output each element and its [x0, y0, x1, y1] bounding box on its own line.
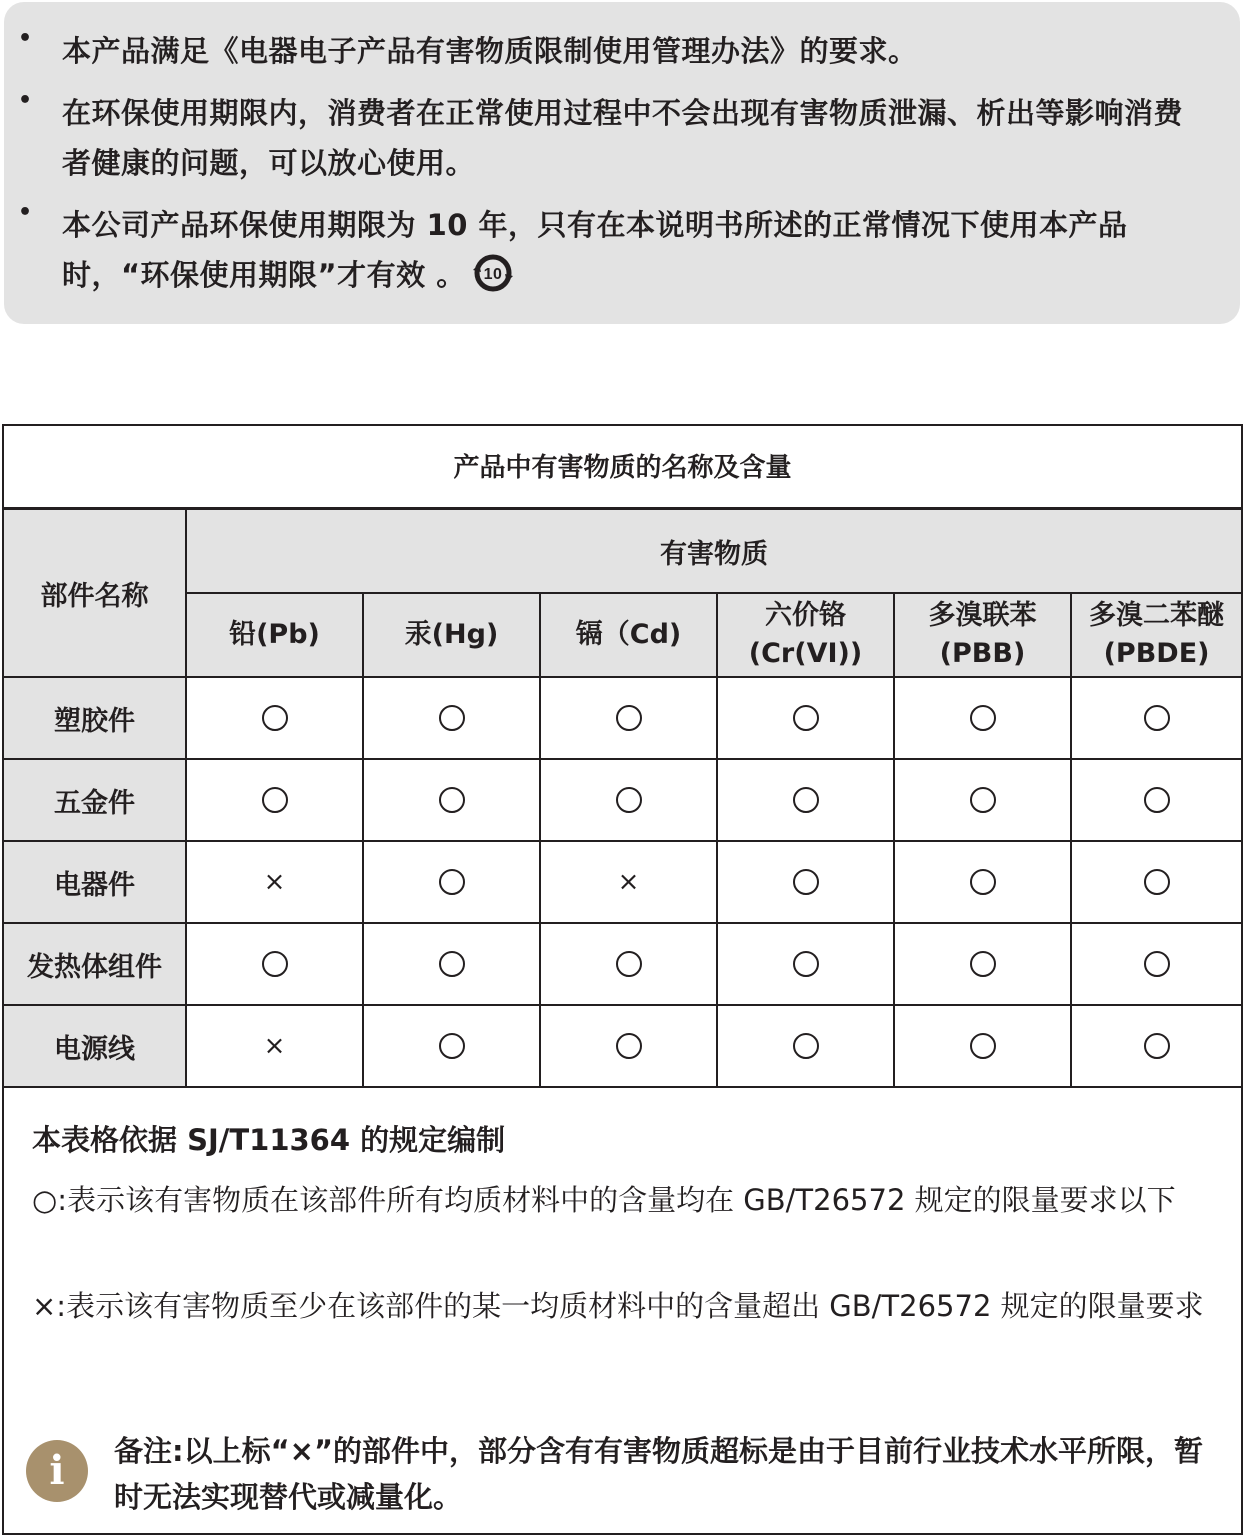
part-name-header: 部件名称 [4, 510, 186, 677]
circle-mark-icon [970, 1033, 996, 1059]
circle-mark-icon [616, 705, 642, 731]
circle-mark-icon [616, 787, 642, 813]
circle-mark-icon [262, 951, 288, 977]
substance-cell [186, 923, 363, 1005]
substance-cell [363, 923, 540, 1005]
substance-symbol: (PBDE) [1103, 638, 1210, 669]
substance-cell [1071, 923, 1241, 1005]
substance-header [540, 593, 717, 677]
circle-mark-icon [616, 951, 642, 977]
part-name: 电器件 [4, 841, 186, 923]
circle-mark-icon [439, 705, 465, 731]
substance-header [894, 593, 1071, 677]
substance-cell [363, 1005, 540, 1087]
part-name: 塑胶件 [4, 677, 186, 759]
substance-symbol: (Cr(VI)) [748, 638, 863, 669]
substance-cell [363, 759, 540, 841]
cross-mark: × [263, 1031, 286, 1061]
substance-cell [717, 677, 894, 759]
substance-cell [186, 759, 363, 841]
substance-cell [186, 1005, 363, 1087]
bullet-text [62, 200, 1212, 300]
epup-icon-label: 10 [483, 266, 503, 283]
remark-text: 备注:以上标“×”的部件中，部分含有有害物质超标是由于目前行业技术水平所限，暂时无法实现替代或减量化。 [114, 1434, 1204, 1514]
substance-name: 多溴二苯醚 [1089, 600, 1225, 631]
bullet-text: 在环保使用期限内，消费者在正常使用过程中不会出现有害物质泄漏、析出等影响消费者健康的问题，可以放心使用。 [62, 96, 1184, 180]
substance-table [4, 510, 1241, 1088]
circle-mark-icon [970, 705, 996, 731]
substance-cell [540, 677, 717, 759]
substance-symbol: (PBB) [939, 638, 1026, 669]
substance-cell [540, 1005, 717, 1087]
bullet-dot: • [18, 88, 33, 113]
substance-cell [717, 923, 894, 1005]
circle-mark-icon [1144, 787, 1170, 813]
part-name: 五金件 [4, 759, 186, 841]
hazardous-substance-table-frame [2, 424, 1243, 1535]
circle-mark-icon [1144, 951, 1170, 977]
substance-cell [894, 841, 1071, 923]
circle-mark-icon [793, 705, 819, 731]
bullet-text: 本产品满足《电器电子产品有害物质限制使用管理办法》的要求。 [62, 34, 918, 68]
substance-cell [540, 841, 717, 923]
circle-note: ○:表示该有害物质在该部件所有均质材料中的含量均在 GB/T26572 规定的限量要求以下 [32, 1183, 1176, 1217]
circle-mark-icon [1144, 705, 1170, 731]
substance-cell [363, 841, 540, 923]
substance-cell [186, 841, 363, 923]
circle-mark-icon [616, 1033, 642, 1059]
substance-cell [186, 677, 363, 759]
bullet-dot: • [18, 200, 33, 225]
substance-header [186, 593, 363, 677]
substance-cell [540, 759, 717, 841]
substance-cell [894, 759, 1071, 841]
table-title: 产品中有害物质的名称及含量 [4, 426, 1241, 510]
epup-10-icon [470, 250, 516, 296]
substance-cell [363, 677, 540, 759]
cross-note: ×:表示该有害物质至少在该部件的某一均质材料中的含量超出 GB/T26572 规定的限量要求 [32, 1289, 1204, 1323]
circle-mark-icon [970, 951, 996, 977]
bullet-dot: • [18, 26, 33, 51]
substance-header [717, 593, 894, 677]
hazardous-substance-header: 有害物质 [186, 510, 1241, 593]
info-box [4, 2, 1240, 324]
substance-cell [1071, 841, 1241, 923]
table-row [4, 841, 1241, 923]
substance-cell [717, 759, 894, 841]
substance-cell [894, 923, 1071, 1005]
substance-name: 多溴联苯 [928, 600, 1037, 631]
circle-mark-icon [439, 869, 465, 895]
circle-mark-icon [439, 1033, 465, 1059]
circle-mark-icon [439, 951, 465, 977]
table-row [4, 759, 1241, 841]
circle-mark-icon [970, 869, 996, 895]
circle-mark-icon [262, 787, 288, 813]
substance-cell [1071, 677, 1241, 759]
substance-header [1071, 593, 1241, 677]
substance-name: 镉（Cd) [575, 619, 682, 650]
table-row [4, 677, 1241, 759]
circle-mark-icon [793, 951, 819, 977]
circle-mark-icon [1144, 869, 1170, 895]
circle-mark-icon [262, 705, 288, 731]
circle-mark-icon [793, 1033, 819, 1059]
table-row [4, 923, 1241, 1005]
info-icon: i [26, 1440, 88, 1502]
table-row [4, 1005, 1241, 1087]
circle-mark-icon [793, 869, 819, 895]
circle-mark-icon [439, 787, 465, 813]
cross-mark: × [263, 867, 286, 897]
substance-cell [894, 1005, 1071, 1087]
circle-mark-icon [1144, 1033, 1170, 1059]
bullet-text-content: 本公司产品环保使用期限为 10 年，只有在本说明书所述的正常情况下使用本产品时，“环保使用期限”才有效 。 [62, 208, 1128, 292]
part-name: 电源线 [4, 1005, 186, 1087]
remark [26, 1428, 1226, 1518]
circle-mark-icon [970, 787, 996, 813]
substance-cell [1071, 1005, 1241, 1087]
substance-cell [1071, 759, 1241, 841]
substance-cell [894, 677, 1071, 759]
part-name: 发热体组件 [4, 923, 186, 1005]
substance-cell [717, 1005, 894, 1087]
substance-name: 六价铬 [765, 600, 846, 631]
substance-header [363, 593, 540, 677]
cross-mark: × [617, 867, 640, 897]
substance-name: 铅(Pb) [229, 619, 320, 650]
substance-name: 汞(Hg) [404, 619, 499, 650]
substance-cell [540, 923, 717, 1005]
notes-title: 本表格依据 SJ/T11364 的规定编制 [32, 1123, 506, 1157]
circle-mark-icon [793, 787, 819, 813]
substance-cell [717, 841, 894, 923]
